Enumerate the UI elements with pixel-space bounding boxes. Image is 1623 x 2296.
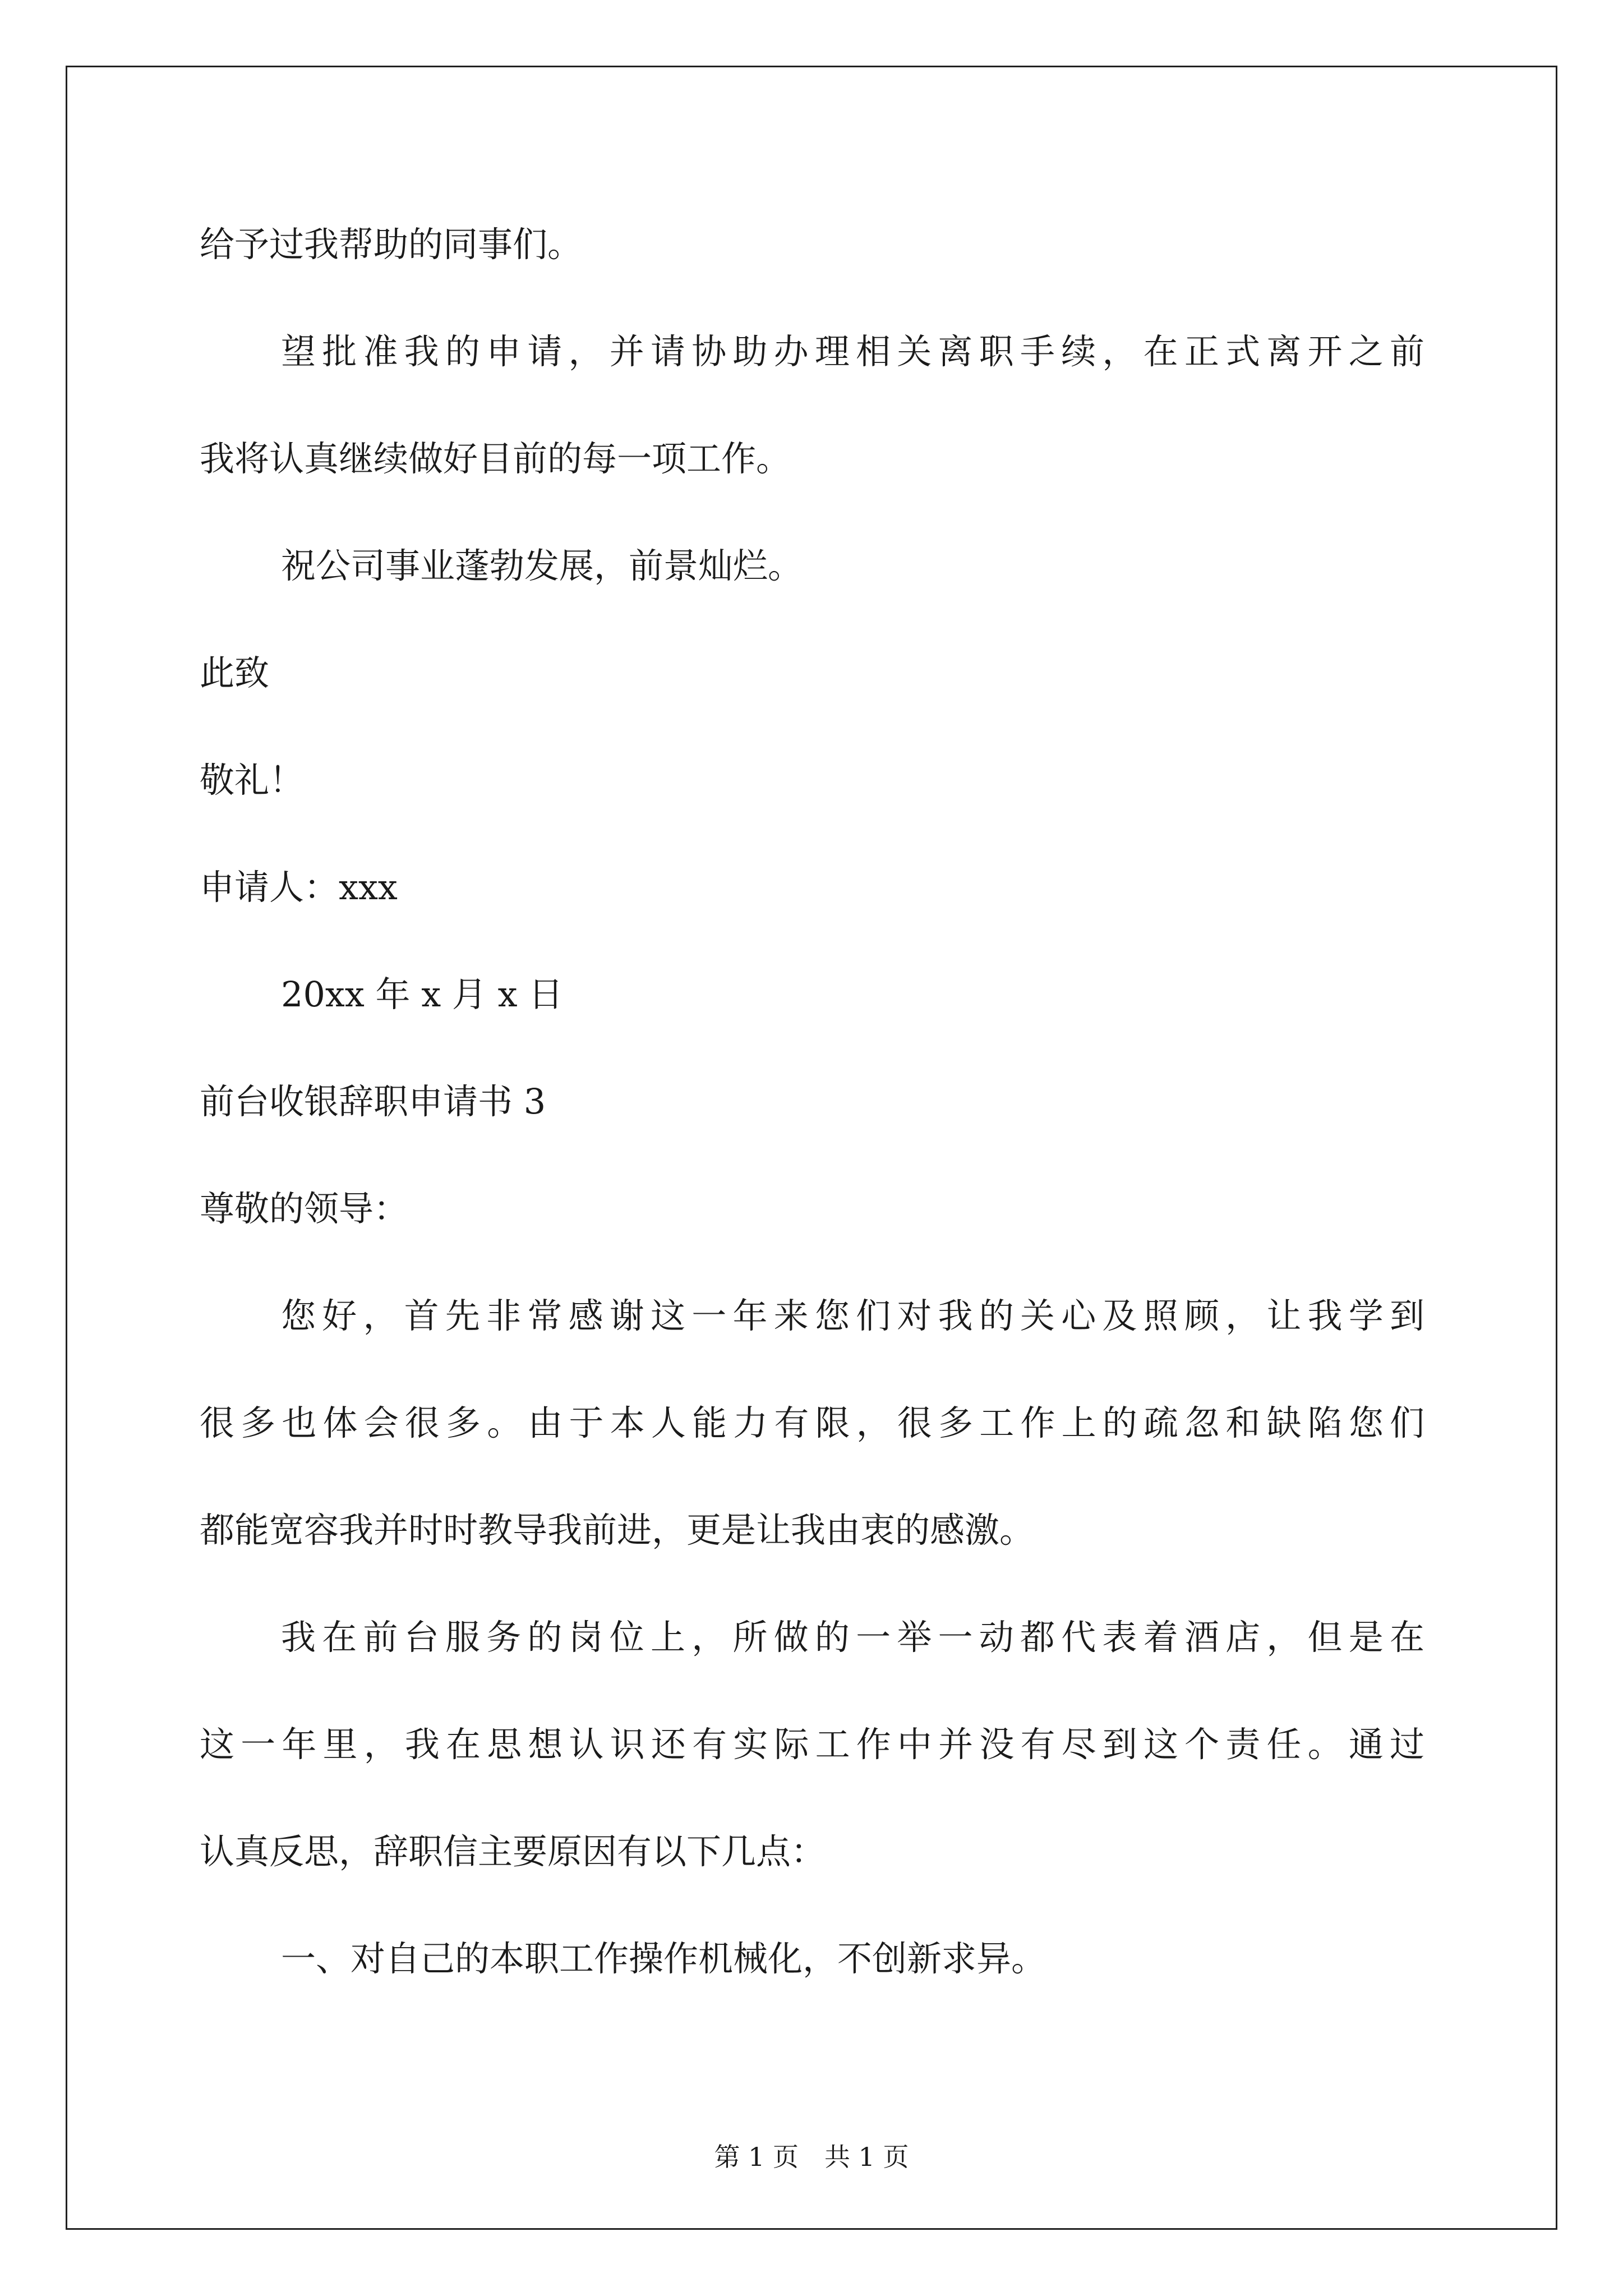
text-line-14: 我在前台服务的岗位上，所做的一举一动都代表着酒店，但是在 <box>281 1617 1424 1658</box>
text-line-13: 都能宽容我并时时教导我前进，更是让我由衷的感激。 <box>200 1510 1035 1550</box>
closing-salutation: 此致 <box>200 652 270 693</box>
text-line-2: 望批准我的申请，并请协助办理相关离职手续，在正式离开之前 <box>281 331 1424 372</box>
page-footer: 第 1 页 共 1 页 <box>714 2142 909 2172</box>
text-line-3: 我将认真继续做好目前的每一项工作。 <box>200 438 791 479</box>
text-line-1: 给予过我帮助的同事们。 <box>200 224 583 265</box>
section-title: 前台收银辞职申请书 3 <box>200 1081 546 1122</box>
text-line-11: 您好，首先非常感谢这一年来您们对我的关心及照顾，让我学到 <box>281 1295 1424 1336</box>
applicant-name: 申请人：xxx <box>200 867 398 908</box>
text-line-4: 祝公司事业蓬勃发展，前景灿烂。 <box>281 545 803 586</box>
closing-regards: 敬礼！ <box>200 760 305 800</box>
text-line-15: 这一年里，我在思想认识还有实际工作中并没有尽到这个责任。通过 <box>200 1724 1424 1765</box>
text-line-17: 一、对自己的本职工作操作机械化，不创新求异。 <box>281 1938 1046 1979</box>
letter-date: 20xx 年 x 月 x 日 <box>281 974 564 1015</box>
text-line-12: 很多也体会很多。由于本人能力有限，很多工作上的疏忽和缺陷您们 <box>200 1402 1424 1443</box>
page-border <box>66 66 1557 2230</box>
text-line-16: 认真反思，辞职信主要原因有以下几点： <box>200 1831 826 1872</box>
greeting: 尊敬的领导： <box>200 1188 409 1229</box>
